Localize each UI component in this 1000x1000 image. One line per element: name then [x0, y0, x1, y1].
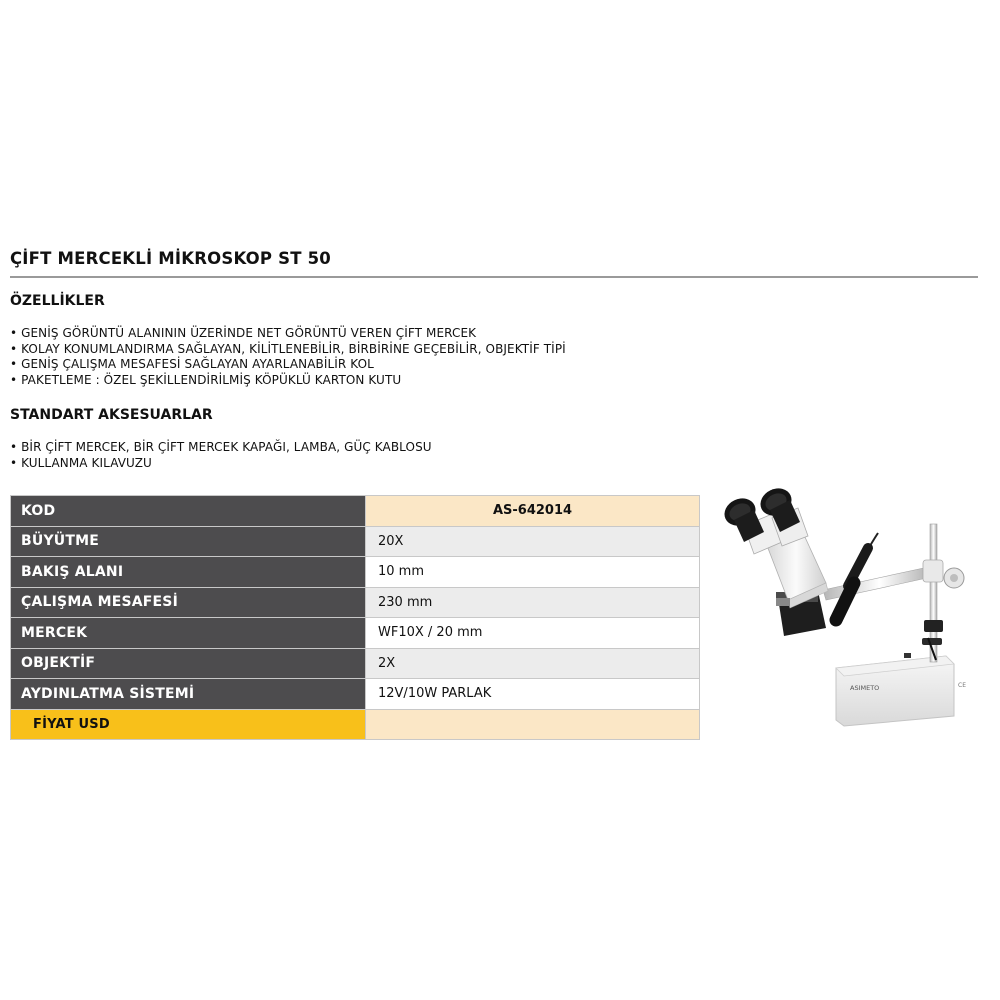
spec-label: KOD — [11, 496, 366, 527]
feature-item: • PAKETLEME : ÖZEL ŞEKİLLENDİRİLMİŞ KÖPÜKLÜ KARTON KUTU — [10, 373, 566, 389]
spec-value: AS-642014 — [366, 496, 700, 527]
brand-logo: ASIMETO — [850, 684, 880, 692]
accessories-list — [10, 440, 432, 471]
table-row — [11, 496, 700, 527]
features-list — [10, 326, 566, 389]
table-row — [11, 709, 700, 740]
spec-label: BAKIŞ ALANI — [11, 557, 366, 588]
table-row — [11, 679, 700, 710]
spec-label: MERCEK — [11, 618, 366, 649]
features-heading: ÖZELLİKLER — [10, 293, 105, 309]
spec-value: WF10X / 20 mm — [366, 618, 700, 649]
table-row — [11, 618, 700, 649]
spec-value: 2X — [366, 648, 700, 679]
feature-item: • KOLAY KONUMLANDIRMA SAĞLAYAN, KİLİTLENEBİLİR, BİRBİRİNE GEÇEBİLİR, OBJEKTİF TİPİ — [10, 342, 566, 358]
table-row — [11, 587, 700, 618]
spec-label: ÇALIŞMA MESAFESİ — [11, 587, 366, 618]
spec-value: 20X — [366, 526, 700, 557]
spec-value: 12V/10W PARLAK — [366, 679, 700, 710]
feature-item: • GENİŞ GÖRÜNTÜ ALANININ ÜZERİNDE NET GÖRÜNTÜ VEREN ÇİFT MERCEK — [10, 326, 566, 342]
page-title: ÇİFT MERCEKLİ MİKROSKOP ST 50 — [10, 249, 331, 268]
spec-label: BÜYÜTME — [11, 526, 366, 557]
spec-value: 230 mm — [366, 587, 700, 618]
accessory-item: • KULLANMA KILAVUZU — [10, 456, 432, 472]
price-value — [366, 709, 700, 740]
spec-table — [10, 495, 700, 740]
spec-value: 10 mm — [366, 557, 700, 588]
spec-label: OBJEKTİF — [11, 648, 366, 679]
table-row — [11, 526, 700, 557]
title-divider — [10, 276, 978, 278]
feature-item: • GENİŞ ÇALIŞMA MESAFESİ SAĞLAYAN AYARLANABİLİR KOL — [10, 357, 566, 373]
microscope-image — [718, 488, 980, 728]
spec-label: AYDINLATMA SİSTEMİ — [11, 679, 366, 710]
ce-mark: CE — [958, 682, 966, 689]
accessories-heading: STANDART AKSESUARLAR — [10, 407, 213, 423]
table-row — [11, 557, 700, 588]
accessory-item: • BİR ÇİFT MERCEK, BİR ÇİFT MERCEK KAPAĞI, LAMBA, GÜÇ KABLOSU — [10, 440, 432, 456]
table-row — [11, 648, 700, 679]
price-label: FİYAT USD — [11, 709, 366, 740]
